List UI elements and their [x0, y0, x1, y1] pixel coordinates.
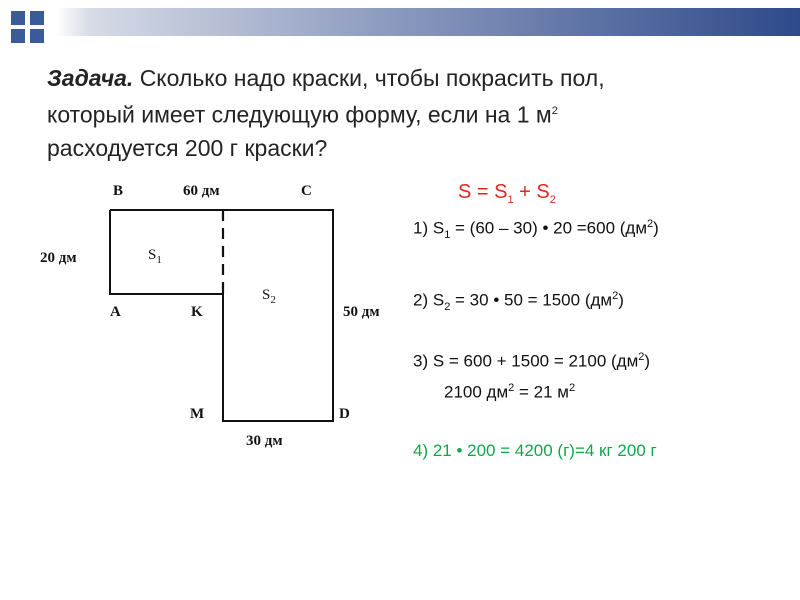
step-2-a: 2) S [413, 290, 445, 310]
step-1-b: = (60 – 30) • 20 =600 (дм [450, 218, 648, 238]
formula-line: $S = S_1 + S_2$ [458, 181, 556, 206]
formula-plus: + S [513, 181, 550, 203]
point-m-label: M [190, 406, 205, 422]
step-3-a: 3) S = 600 + 1500 = 2100 (дм [413, 351, 639, 371]
task-text: Задача. Сколько надо краски, чтобы покрасить пол, который имеет следующую форму, если на 1 $м^2$ расходуется 200 г краски? [47, 65, 605, 161]
step-1-a: 1) S [413, 218, 445, 238]
point-b-label: B [113, 183, 124, 199]
formula-s: S = S [458, 181, 508, 203]
step-3b: 2100 $дм^2 = 21$ $м^2$ [444, 382, 576, 402]
task-line-1: Сколько надо краски, чтобы покрасить пол, [139, 65, 605, 91]
step-1-c: ) [653, 218, 659, 238]
floor-outline [110, 210, 333, 421]
step-3b-a: 2100 дм [444, 382, 509, 402]
step-1: 1) $S_1 = (60 - 30)$ • 20 =600 $(дм^2)$ [413, 218, 659, 242]
step-3-b: ) [644, 351, 651, 371]
dim-left-label: 20 дм [40, 250, 77, 266]
dim-right-label: 50 дм [343, 304, 380, 320]
step-3: 3) S = 600 + 1500 = 2100 $(дм^2)$ [413, 351, 651, 371]
step-2-b: = 30 • 50 = 1500 (дм [450, 290, 613, 310]
region-s1-label: $S_1$ [148, 247, 162, 266]
step-2: 2) $S_2 = 30$ • 50 = 1500 $(дм^2)$ [413, 290, 624, 314]
task-line-2: который имеет следующую форму, если на 1 м [47, 101, 552, 128]
point-d-label: D [339, 406, 350, 422]
dim-top-label: 60 дм [183, 183, 220, 199]
task-line-3: расходуется 200 г краски? [47, 134, 328, 161]
point-c-label: C [301, 183, 312, 199]
step-3b-b: = 21 м [514, 382, 569, 402]
region-s2-label: $S_2$ [262, 287, 276, 306]
step-4: 4) 21 • 200 = 4200 (г)=4 кг 200 г [413, 441, 657, 460]
dim-bottom-label: 30 дм [246, 433, 283, 449]
step-2-c: ) [618, 290, 624, 310]
point-k-label: K [191, 304, 203, 320]
task-lead: Задача. [47, 65, 134, 91]
point-a-label: A [110, 304, 121, 320]
